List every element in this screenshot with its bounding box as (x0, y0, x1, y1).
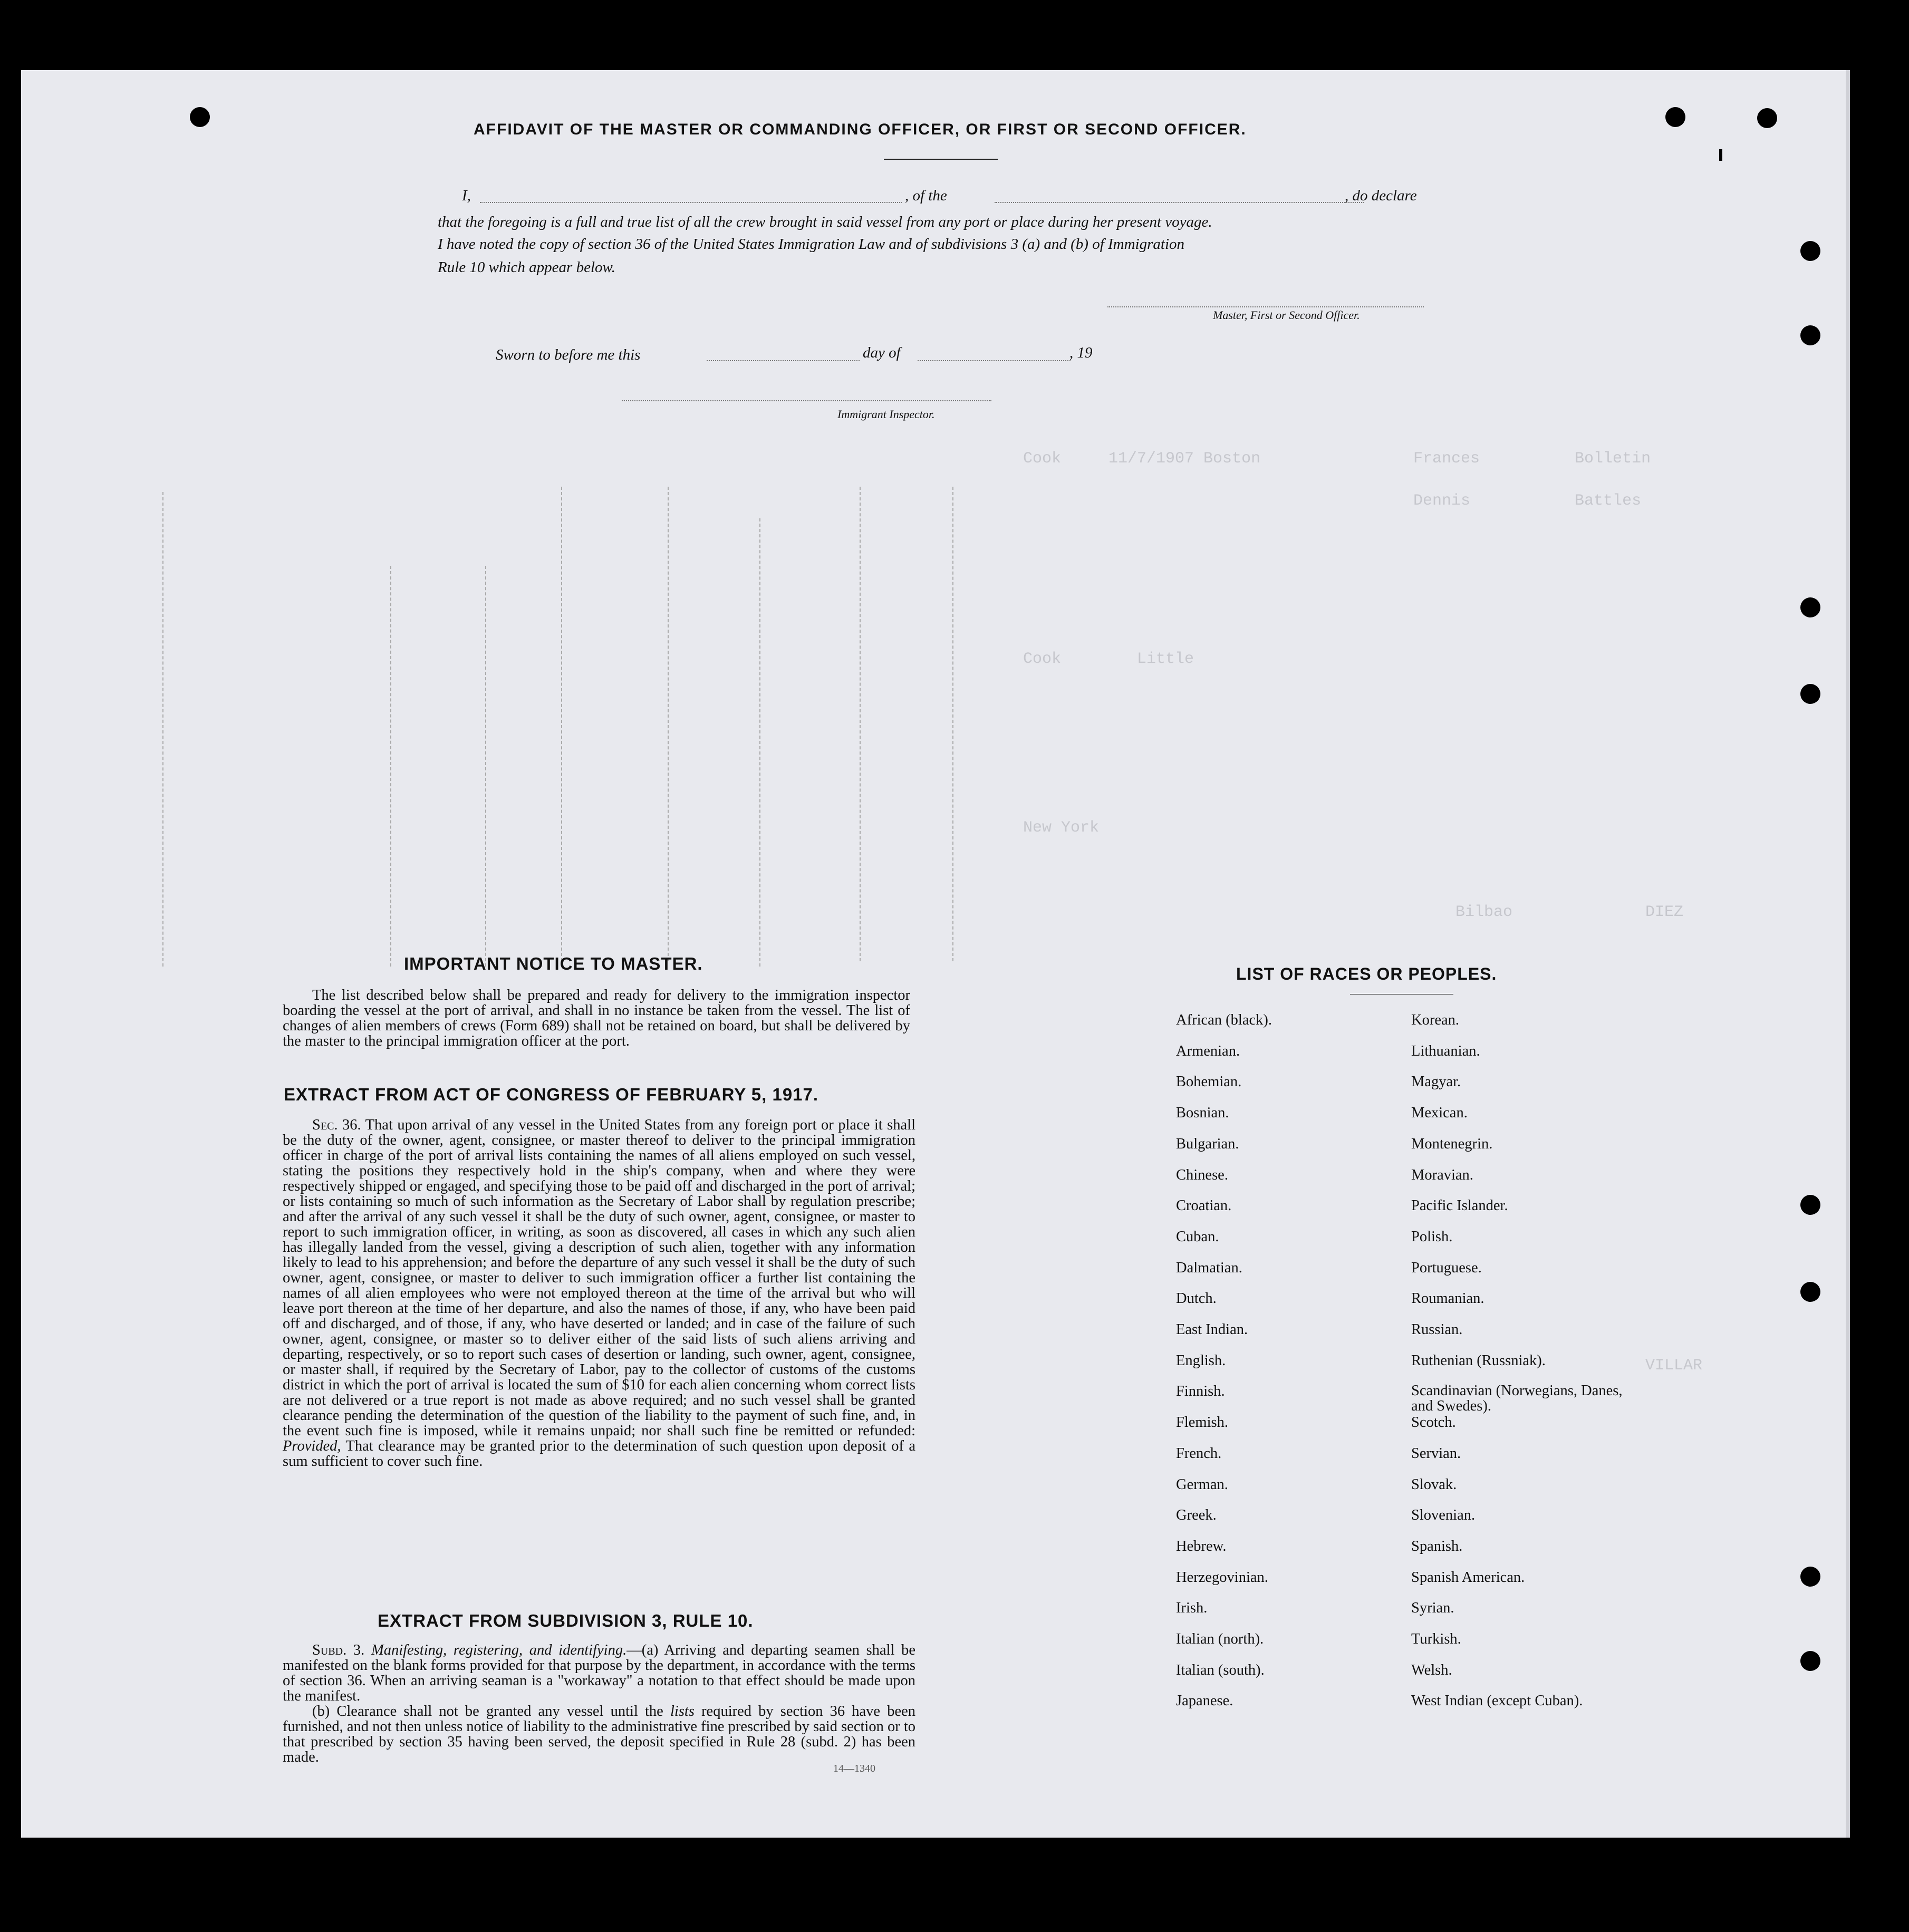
month-blank (918, 360, 1071, 361)
race-item: Moravian. (1411, 1166, 1473, 1183)
race-item: Flemish. (1176, 1414, 1228, 1431)
affidavit-i: I, (462, 187, 471, 204)
race-item: Slovak. (1411, 1476, 1457, 1493)
punch-hole (1800, 684, 1820, 704)
punch-hole (1800, 1651, 1820, 1671)
race-item: Ruthenian (Russniak). (1411, 1352, 1546, 1369)
race-item: Armenian. (1176, 1042, 1240, 1059)
race-item: Spanish. (1411, 1538, 1463, 1554)
race-item: West Indian (except Cuban). (1411, 1693, 1583, 1709)
race-item: Dalmatian. (1176, 1259, 1242, 1276)
race-item: Turkish. (1411, 1631, 1461, 1647)
affidavit-line-3: I have noted the copy of section 36 of the United States Immigration Law and of subdivisions 3 (a) and (b) of Immigration (438, 236, 1185, 253)
notice-paragraph: The list described below shall be prepared and ready for delivery to the immigration inspector boarding the vessel at the port of arrival, and shall in no instance be taken from the vessel. The list of changes of alien members of crews (Form 689) shall not be retained on board, but shall be delivered by the master to the principal immigration officer at the port. (283, 987, 910, 1049)
punch-hole (190, 107, 210, 127)
race-item: English. (1176, 1352, 1226, 1369)
bleed-through-line (485, 566, 487, 967)
races-title: LIST OF RACES OR PEOPLES. (1236, 964, 1497, 983)
rule-title: EXTRACT FROM SUBDIVISION 3, RULE 10. (378, 1611, 754, 1630)
year-text: , 19 (1069, 344, 1093, 361)
name-blank (480, 202, 902, 203)
inspector-caption: Immigrant Inspector. (837, 408, 935, 421)
punch-hole (1800, 1282, 1820, 1302)
rule-text (283, 1643, 915, 1765)
punch-hole (1800, 241, 1820, 261)
race-item: Italian (north). (1176, 1631, 1264, 1647)
race-item: Scotch. (1411, 1414, 1456, 1431)
race-item: Bohemian. (1176, 1074, 1242, 1090)
inspector-line (622, 400, 991, 401)
bleed-through-text: VILLAR (1645, 1357, 1703, 1375)
race-item: Lithuanian. (1411, 1042, 1480, 1059)
race-item: Spanish American. (1411, 1569, 1525, 1586)
race-item: Scandinavian (Norwegians, Danes, and Swedes). (1411, 1383, 1623, 1415)
notice-title: IMPORTANT NOTICE TO MASTER. (404, 954, 703, 973)
race-item: Irish. (1176, 1600, 1208, 1617)
race-item: Mexican. (1411, 1105, 1468, 1122)
rule-text-a: —(a) Arriving and departing seamen shall be manifested on the blank forms provided for that purpose by the department, in accordance with the terms of section 36. When an arriving seaman is a "workaway" a notation to that effect should be made upon the manifest. (283, 1642, 915, 1704)
race-item: African (black). (1176, 1012, 1272, 1028)
act-title: EXTRACT FROM ACT OF CONGRESS OF FEBRUARY 5, 1917. (284, 1085, 819, 1104)
bleed-through-line (390, 566, 392, 967)
bleed-through-line (561, 487, 563, 961)
race-item: Syrian. (1411, 1600, 1454, 1617)
day-of-text: day of (863, 344, 901, 361)
rule-text-b-pre: (b) Clearance shall not be granted any vessel until the (312, 1703, 663, 1720)
race-item: Russian. (1411, 1321, 1463, 1338)
rule-subd-label: Subd. 3. (312, 1642, 365, 1658)
race-item: Servian. (1411, 1445, 1461, 1462)
sworn-text: Sworn to before me this (496, 346, 641, 363)
affidavit-declare: , do declare (1345, 187, 1417, 204)
race-item: Roumanian. (1411, 1290, 1484, 1307)
rule-subd-heading: Manifesting, registering, and identifying. (371, 1642, 627, 1658)
race-item: Bosnian. (1176, 1105, 1229, 1122)
race-item: Magyar. (1411, 1074, 1461, 1090)
notice-text (283, 988, 910, 1049)
punch-hole (1800, 325, 1820, 345)
rule-paragraph-a (283, 1643, 915, 1704)
race-item: East Indian. (1176, 1321, 1248, 1338)
affidavit-line-1 (462, 187, 1464, 206)
race-item: Finnish. (1176, 1383, 1225, 1400)
bleed-through-line (668, 487, 670, 961)
scan-mark (953, 0, 957, 5)
act-body-end: That clearance may be granted prior to the determination of such question upon deposit of a sum sufficient to cover such fine. (283, 1438, 915, 1470)
act-section-label: Sec. 36. (312, 1117, 361, 1133)
ink-mark (1719, 149, 1722, 161)
punch-hole (1800, 1567, 1820, 1587)
bleed-through-line (759, 518, 761, 967)
form-number: 14—1340 (833, 1763, 875, 1774)
race-item: Italian (south). (1176, 1661, 1265, 1678)
race-item: French. (1176, 1445, 1222, 1462)
rule-text-b-lists: lists (670, 1703, 695, 1720)
race-item: Portuguese. (1411, 1259, 1482, 1276)
rule-paragraph-b (283, 1704, 915, 1765)
scan-mark (944, 0, 947, 6)
race-item: Polish. (1411, 1228, 1453, 1245)
race-item: Slovenian. (1411, 1507, 1476, 1524)
bleed-through-text: Cook 11/7/1907 Boston (1023, 450, 1261, 468)
race-item: German. (1176, 1476, 1228, 1493)
bleed-through-text: New York (1023, 819, 1100, 837)
race-item: Hebrew. (1176, 1538, 1227, 1554)
punch-hole (1800, 597, 1820, 617)
sworn-day-blank (707, 360, 860, 361)
race-item: Pacific Islander. (1411, 1197, 1508, 1214)
bleed-through-text: Dennis Battles (1413, 492, 1642, 510)
affidavit-line-4: Rule 10 which appear below. (438, 259, 615, 276)
bleed-through-text: DIEZ (1645, 903, 1684, 921)
bleed-through-line (860, 487, 862, 961)
rule-text-b-post: required by section 36 have been furnished, and not then unless notice of liability to the administrative fine prescribed by said section or to that prescribed by section 35 having been served, the deposit specified in Rule 28 (subd. 2) has been made. (283, 1703, 916, 1765)
punch-hole (1800, 1195, 1820, 1215)
signature-caption: Master, First or Second Officer. (1213, 308, 1360, 322)
race-item: Chinese. (1176, 1166, 1228, 1183)
race-item: Korean. (1411, 1012, 1459, 1028)
bleed-through-text: Bilbao (1455, 903, 1513, 921)
vessel-blank (995, 202, 1364, 203)
act-paragraph (283, 1117, 915, 1469)
punch-hole (1757, 108, 1777, 128)
signature-line (1107, 306, 1424, 307)
bleed-through-text: Cook Little (1023, 650, 1194, 668)
affidavit-title: AFFIDAVIT OF THE MASTER OR COMMANDING OFFICER, OR FIRST OR SECOND OFFICER. (474, 121, 1247, 138)
race-item: Welsh. (1411, 1661, 1452, 1678)
race-item: Greek. (1176, 1507, 1217, 1524)
bleed-through-text: Frances Bolletin (1413, 450, 1651, 468)
affidavit-line-2: that the foregoing is a full and true list of all the crew brought in said vessel from any port or place during her present voyage. (438, 214, 1212, 230)
bleed-through-line (162, 492, 165, 967)
manifest-sheet (21, 70, 1850, 1838)
act-text (283, 1117, 915, 1469)
punch-hole (1665, 107, 1685, 127)
race-item: Japanese. (1176, 1693, 1233, 1709)
act-body: That upon arrival of any vessel in the United States from any foreign port or place it shall be the duty of the owner, agent, consignee, or master thereof to deliver to the principal immigration officer in charge of the port of arrival lists containing the names of all aliens employed on such vessel, stating the positions they respectively hold in the ship's company, when and where they were respectively shipped or engaged, and specifying those to be paid off and discharged in the port of arrival; or lists containing so much of such information as the Secretary of Labor shall by regulation prescribe; and after the arrival of any such vessel it shall be the duty of such owner, agent, consignee, or master to report to such immigration officer, in writing, as soon as discovered, all cases in which any such alien has illegally landed from the vessel, giving a description of such alien, together with any information likely to lead to his apprehension; and before the departure of any such vessel it shall be the duty of such owner, agent, consignee, or master to deliver to such immigration officer a further list containing the names of all alien employees who were not employed thereon at the time of the arrival but who will leave port thereon at the time of her departure, and also the names of those, if any, who have been paid off and discharged, and of those, if any, who have deserted or landed; and in case of the failure of such owner, agent, consignee, or master so to deliver either of the said lists of such aliens arriving and departing, respectively, or so to report such cases of desertion or landing, such owner, agent, consignee, or master shall, if required by the Secretary of Labor, pay to the collector of customs of the customs district in which the port of arrival is located the sum of $10 for each alien concerning whom correct lists are not delivered or a true report is not made as above required; and no such vessel shall be granted clearance pending the determination of the question of the liability to the payment of such fine, and, in the event such fine is imposed, while it remains unpaid; nor shall such fine be remitted or refunded: (283, 1117, 915, 1439)
race-item: Bulgarian. (1176, 1135, 1239, 1152)
title-rule (884, 159, 998, 160)
race-item: Dutch. (1176, 1290, 1217, 1307)
race-item: Herzegovinian. (1176, 1569, 1268, 1586)
race-item: Montenegrin. (1411, 1135, 1493, 1152)
act-provided: Provided, (283, 1438, 341, 1454)
affidavit-of-the: , of the (905, 187, 947, 204)
race-item: Croatian. (1176, 1197, 1232, 1214)
race-item: Cuban. (1176, 1228, 1219, 1245)
bleed-through-line (952, 487, 954, 961)
